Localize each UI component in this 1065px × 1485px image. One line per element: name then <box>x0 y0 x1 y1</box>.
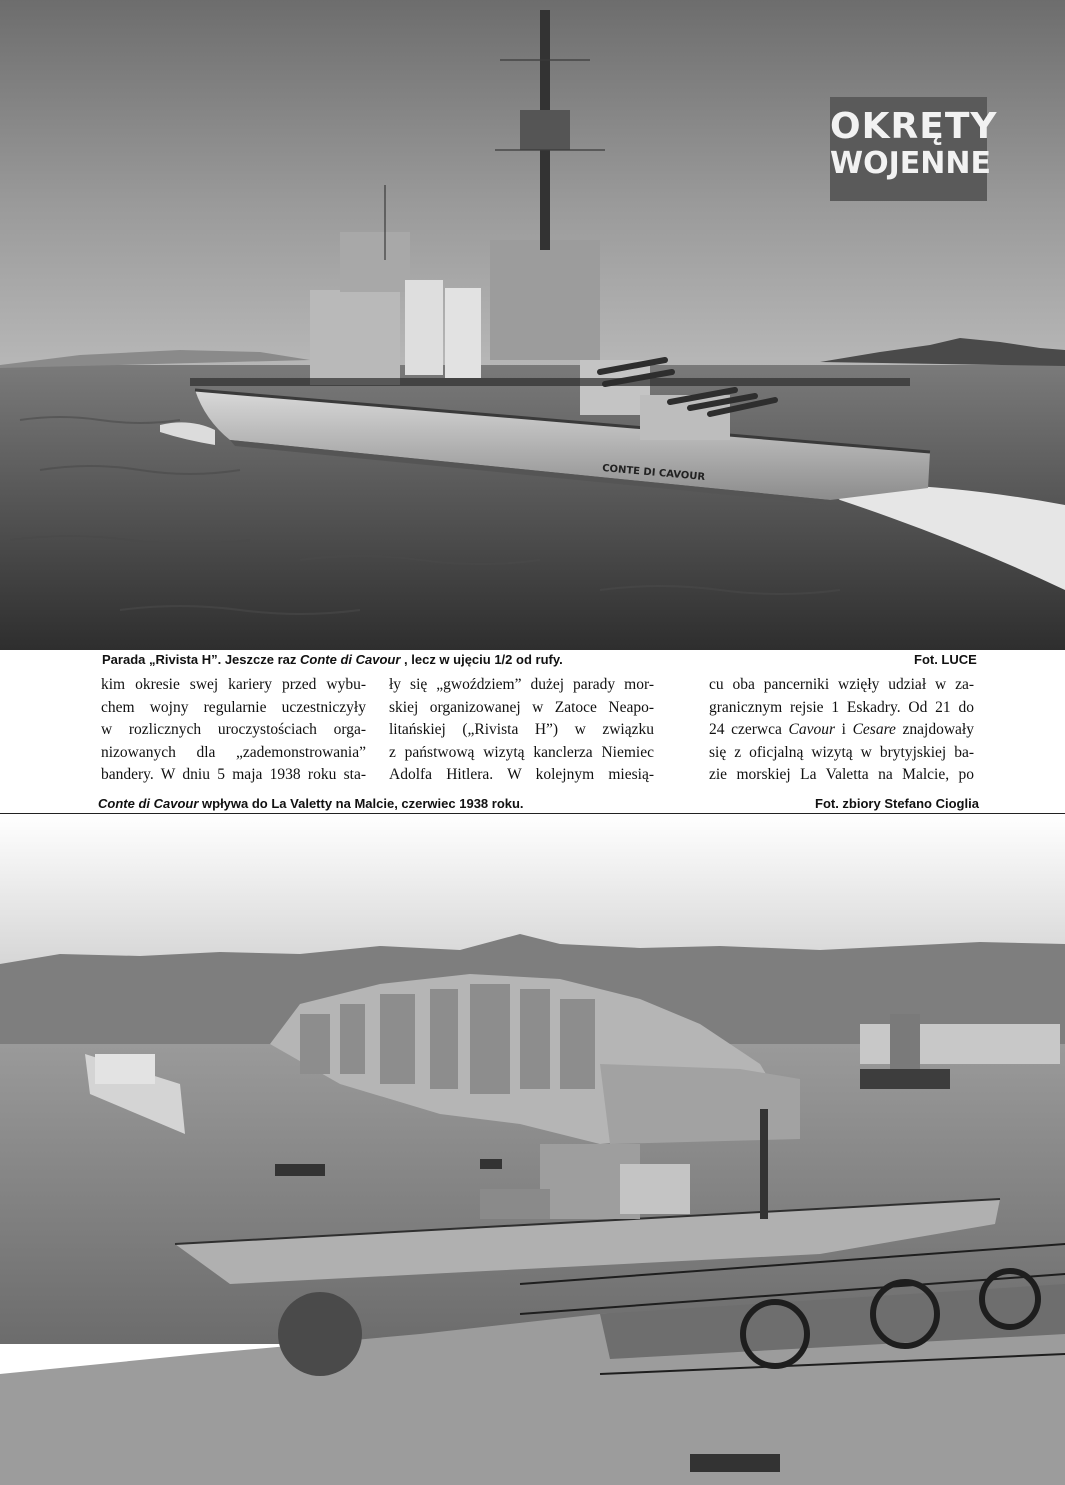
valletta-harbour-drawing <box>0 814 1065 1485</box>
text-line: granicznym rejsie 1 Eskadry. Od 21 do <box>709 698 974 716</box>
text-line: się z oficjalną wizytą w brytyjskiej ba- <box>709 743 974 761</box>
text-column-2 <box>389 674 654 787</box>
caption-bottom-credit: Fot. zbiory Stefano Cioglia <box>815 796 979 811</box>
logo-line-1: OKRĘTY <box>830 106 998 147</box>
caption-top-part2: , lecz w ujęciu 1/2 od rufy. <box>400 652 563 667</box>
text-line: w rozlicznych uroczystościach orga- <box>101 721 366 738</box>
text-line: chem wojny regularnie uczestniczyły <box>101 698 366 716</box>
caption-top <box>102 652 563 667</box>
text-line: Adolfa Hitlera. W kolejnym miesią- <box>389 766 654 783</box>
ship-name-cavour: Cavour <box>788 721 836 738</box>
text-line: 24 czerwca Cavour i Cesare znajdowały <box>709 721 974 738</box>
caption-bottom-ship: Conte di Cavour <box>98 796 199 811</box>
ship-name-cesare: Cesare <box>852 721 896 738</box>
text-line: nizowanych dla „zademonstrowania” <box>101 743 366 761</box>
caption-top-ship: Conte di Cavour <box>300 652 401 667</box>
text-line: ły się „gwoździem” dużej parady mor- <box>389 676 654 693</box>
text-line: litańskiej („Rivista H”) w związku <box>389 721 654 738</box>
text-line: cu oba pancerniki wzięły udział w za- <box>709 676 974 693</box>
okrety-wojenne-logo <box>830 97 998 201</box>
text-line: bandery. W dniu 5 maja 1938 roku sta- <box>101 766 366 783</box>
text-line: skiej organizowanej w Zatoce Neapo- <box>389 698 654 716</box>
caption-top-credit: Fot. LUCE <box>914 652 977 667</box>
text-line: kim okresie swej kariery przed wybu- <box>101 676 366 693</box>
hull-name-text: CONTE DI CAVOUR <box>601 463 706 483</box>
caption-bottom <box>98 796 524 811</box>
valletta-harbour-photo <box>0 814 1065 1485</box>
battleship-photo-stern-view <box>0 0 1065 650</box>
text-column-3 <box>709 674 974 787</box>
text-column-1 <box>101 674 366 787</box>
caption-top-part1: Parada „Rivista H”. Jeszcze raz <box>102 652 300 667</box>
text-line: zie morskiej La Valetta na Malcie, po <box>709 766 974 783</box>
text-line: z państwową wizytą kanclerza Niemiec <box>389 743 654 761</box>
logo-line-2: WOJENNE <box>830 146 991 181</box>
caption-bottom-part2: wpływa do La Valetty na Malcie, czerwiec 1938 roku. <box>198 796 524 811</box>
